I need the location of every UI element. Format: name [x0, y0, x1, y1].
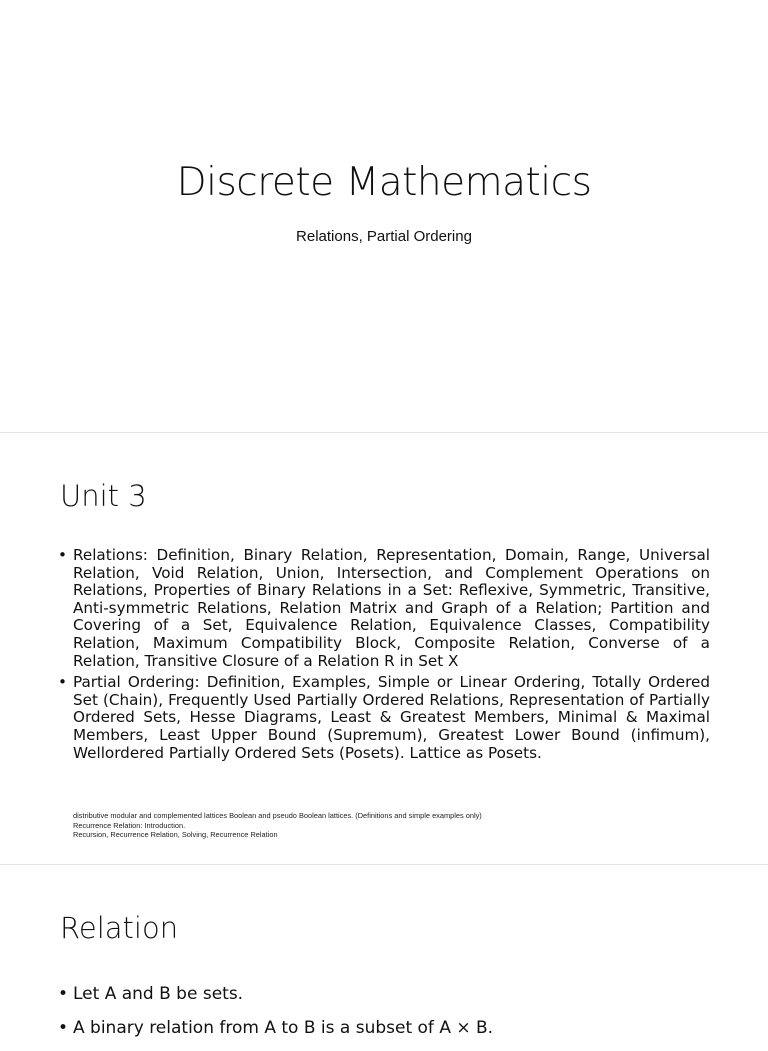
bullet-icon: •: [58, 984, 69, 1004]
bullet-item-sets: [58, 983, 710, 1005]
bullet-text: A binary relation from A to B is a subset of A × B.: [73, 1018, 494, 1038]
bullet-item-binary-relation: [58, 1017, 710, 1039]
relation-heading: Relation: [60, 911, 179, 945]
bullet-icon: •: [58, 1018, 69, 1038]
unit-slide: [0, 432, 768, 865]
note-line: Recursion, Recurrence Relation, Solving, Recurrence Relation: [73, 830, 278, 840]
bullet-item-partial-ordering: [58, 674, 710, 762]
bullet-text: Relations: Definition, Binary Relation, Representation, Domain, Range, Universal Relation, Void Relation, Union, Intersection, and Complement Operations on Relations, Properties of Binary Relations in a Set: Reflexive, Symmetric, Transitive, Anti-symmetric Relations, Relation Matrix and Graph of a Relation; Partition and Covering of a Set, Equivalence Relation, Equivalence Classes, Compatibility Relation, Maximum Compatibility Block, Composite Relation, Converse of a Relation, Transitive Closure of a Relation R in Set X: [73, 546, 710, 670]
relation-bullet-list: [58, 983, 710, 1051]
bullet-text: Let A and B be sets.: [73, 984, 244, 1004]
bullet-item-relations: [58, 547, 710, 670]
bullet-icon: •: [58, 673, 67, 692]
note-line: distributive modular and complemented lattices Boolean and pseudo Boolean lattices. (Definitions and simple examples only): [73, 811, 482, 820]
unit-heading: Unit 3: [60, 479, 147, 513]
relation-slide: [0, 864, 768, 1038]
slide-title: Discrete Mathematics: [176, 160, 592, 205]
title-slide: [0, 0, 768, 432]
note-line: Recurrence Relation: Introduction.: [73, 820, 186, 830]
small-notes: [73, 811, 713, 840]
slide-subtitle: Relations, Partial Ordering: [296, 228, 472, 245]
bullet-icon: •: [58, 546, 67, 564]
bullet-text: Partial Ordering: Definition, Examples, Simple or Linear Ordering, Totally Ordered Set (Chain), Frequently Used Partially Ordered Relations, Representation of Partially Ordered Sets, Hesse Diagrams, Least & Greatest Members, Minimal & Maximal Members, Least Upper Bound (Supremum), Greatest Lower Bound (infimum), Wellordered Partially Ordered Sets (Posets). Lattice as Posets.: [73, 673, 710, 762]
unit-bullet-list: [58, 547, 710, 766]
